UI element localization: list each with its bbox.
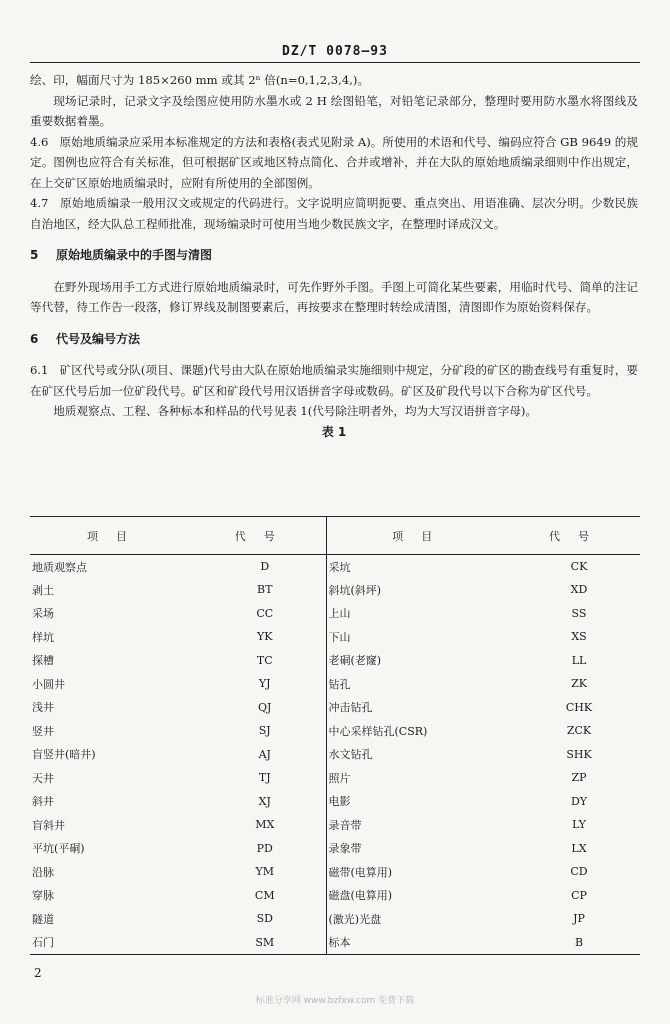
- cell-code-right: XS: [571, 630, 587, 644]
- clause-6-1: [30, 360, 638, 401]
- table-row: [30, 766, 640, 790]
- cell-item-left: 沿脉: [32, 865, 54, 879]
- cell-code-right: CK: [570, 560, 588, 573]
- table-title: 表 1: [321, 424, 347, 439]
- cell-item-right: 电影: [328, 795, 351, 809]
- cell-item-left: 隧道: [32, 912, 54, 926]
- clause-4-7: [30, 193, 638, 234]
- body-text: [30, 70, 638, 442]
- cell-item-right: 标本: [326, 931, 516, 955]
- cell-code-right: LY: [572, 818, 586, 832]
- cell-code-left: AJ: [202, 743, 326, 767]
- table-row: [30, 649, 640, 673]
- table-row: [30, 931, 640, 955]
- cell-item-right: 录音带: [328, 818, 362, 832]
- cell-item-left: 穿脉: [32, 889, 54, 903]
- cell-code-left: D: [202, 555, 326, 579]
- cell-code-right: XD: [570, 583, 588, 597]
- paragraph-field-recording: 现场记录时，记录文字及绘图应使用防水墨水或 2 H 绘图铅笔，对铅笔记录部分，整理时要用防水墨水将图线及重要数据着墨。: [30, 93, 638, 128]
- cell-item-left: 地质观察点: [32, 560, 87, 574]
- table-row: [30, 813, 640, 837]
- cell-code-left: MX: [202, 813, 326, 837]
- cell-code-right: ZK: [571, 677, 587, 691]
- clause-number: 6.1: [30, 363, 49, 377]
- cell-code-right: LX: [571, 841, 587, 855]
- cell-code-left: SJ: [202, 719, 326, 743]
- cell-item-right: 照片: [328, 771, 351, 785]
- cell-code-left: CC: [202, 602, 326, 626]
- header-item-right: 项目: [326, 517, 516, 555]
- header-code-right: 代号: [516, 517, 640, 555]
- cell-code-left: TC: [202, 649, 326, 673]
- cell-item-right: 钻孔: [328, 677, 351, 691]
- cell-code-left: CM: [202, 884, 326, 908]
- watermark: 标准分享网 www.bzfxw.com 免费下载: [255, 996, 415, 1006]
- section-number: 5: [30, 248, 39, 262]
- header-item-left: 项目: [30, 517, 202, 555]
- cell-code-right: LL: [571, 653, 587, 667]
- clause-number: 4.7: [30, 196, 49, 210]
- table-row: [30, 884, 640, 908]
- clause-number: 4.6: [30, 134, 49, 149]
- page-number: 2: [34, 966, 42, 980]
- clause-text: 原始地质编录应采用本标准规定的方法和表格(表式见附录 A)。所使用的术语和代号、编码应符合 GB 9649 的规定。图例也应符合有关标准，但可根据矿区或地区特点简化、合并或增补，并在大队的原始地质编录细则中作出规定，在上交矿区原始地质编录时，应附有所使用的全部图例。: [30, 134, 638, 190]
- cell-code-left: BT: [202, 578, 326, 602]
- paragraph-hand-drawing: 在野外现场用手工方式进行原始地质编录时，可先作野外手图。手图上可简化某些要素，用临时代号、简单的注记等代替，待工作告一段落，修订界线及制图要素后，再按要求在整理时转绘成清图，清图即作为原始资料保存。: [30, 279, 638, 314]
- cell-item-right: 斜坑(斜坪): [328, 583, 382, 597]
- cell-code-right: DY: [570, 794, 588, 808]
- cell-item-right: 下山: [328, 630, 351, 644]
- cell-code-right: JP: [573, 912, 585, 926]
- cell-item-right: 录象带: [328, 842, 362, 856]
- header-code-left: 代号: [202, 517, 326, 555]
- code-table: [30, 516, 640, 955]
- cell-item-right: 磁盘(电算用): [328, 889, 393, 903]
- table-row: [30, 672, 640, 696]
- cell-item-left: 样坑: [32, 630, 54, 644]
- table-row: [30, 719, 640, 743]
- clause-text: 原始地质编录一般用汉文或规定的代码进行。文字说明应简明扼要、重点突出、用语准确、层次分明。少数民族自治地区，经大队总工程师批准，现场编录时可使用当地少数民族文字，在整理时译成汉文。: [30, 196, 638, 231]
- section-title: 代号及编号方法: [56, 331, 141, 346]
- cell-code-right: CP: [571, 888, 587, 902]
- cell-item-right: 中心采样钻孔(CSR): [328, 724, 428, 738]
- table-row: [30, 860, 640, 884]
- cell-item-left: 斜井: [32, 795, 54, 809]
- cell-code-right: SHK: [566, 747, 592, 761]
- cell-code-left: SD: [202, 907, 326, 931]
- cell-item-left: 采场: [32, 607, 54, 621]
- cell-item-left: 剥土: [32, 583, 54, 597]
- section-title: 原始地质编录中的手图与清图: [56, 248, 213, 262]
- table-row: [30, 837, 640, 861]
- cell-item-right: 采坑: [328, 560, 351, 574]
- cell-code-left: PD: [202, 837, 326, 861]
- table-row: [30, 696, 640, 720]
- cell-code-right: CHK: [565, 700, 593, 714]
- cell-code-left: YK: [202, 625, 326, 649]
- cell-item-left: 探槽: [32, 654, 54, 668]
- cell-item-right: 冲击钻孔: [328, 701, 373, 715]
- cell-item-left: 盲竖井(暗井): [32, 748, 96, 762]
- header-rule: [30, 62, 640, 63]
- cell-item-left: 竖井: [32, 724, 54, 738]
- cell-item-left: 浅井: [32, 701, 54, 715]
- cell-code-right: CD: [570, 865, 588, 879]
- cell-item-right: 上山: [328, 607, 351, 621]
- cell-code-left: YM: [202, 860, 326, 884]
- table-row: [30, 625, 640, 649]
- table-row: [30, 907, 640, 931]
- clause-text: 矿区代号或分队(项目、课题)代号由大队在原始地质编录实施细则中规定，分矿段的矿区的勘查线号有重复时，要在矿区代号后加一位矿段代号。矿区和矿段代号用汉语拼音字母或数码。矿区及矿段代号以下合称为矿区代号。: [30, 363, 638, 398]
- cell-code-right: ZP: [571, 771, 587, 785]
- paragraph-table-intro: 地质观察点、工程、各种标本和样品的代号见表 1(代号除注明者外，均为大写汉语拼音字母)。: [53, 404, 538, 418]
- section-6-heading: [30, 329, 638, 350]
- clause-4-6: [30, 132, 638, 194]
- cell-item-right: (激光)光盘: [328, 912, 382, 926]
- cell-code-left: TJ: [202, 766, 326, 790]
- cell-code-left: YJ: [202, 672, 326, 696]
- cell-item-right: 水文钻孔: [328, 748, 373, 762]
- cell-item-left: 石门: [30, 931, 202, 955]
- cell-code-left: QJ: [202, 696, 326, 720]
- cell-item-right: 磁带(电算用): [328, 865, 393, 879]
- table-row: [30, 578, 640, 602]
- cell-code-right: ZCK: [566, 724, 592, 738]
- paragraph-continuation: 绘、印，幅面尺寸为 185×260 mm 或其 2ⁿ 倍(n=0,1,2,3,4,)。: [30, 73, 370, 87]
- cell-item-left: 小圆井: [32, 677, 65, 691]
- cell-code-right: B: [516, 931, 640, 955]
- table-row: [30, 743, 640, 767]
- cell-item-left: 平坑(平硐): [32, 842, 85, 856]
- cell-item-left: 天井: [32, 771, 54, 785]
- cell-item-left: 盲斜井: [32, 818, 65, 832]
- cell-code-left: SM: [202, 931, 326, 955]
- cell-item-right: 老硐(老窿): [328, 654, 382, 668]
- table-row: [30, 602, 640, 626]
- table-row: [30, 790, 640, 814]
- cell-code-left: XJ: [202, 790, 326, 814]
- cell-code-right: SS: [571, 606, 587, 620]
- section-number: 6: [30, 331, 39, 346]
- standard-code-header: DZ/T 0078—93: [282, 44, 388, 59]
- section-5-heading: [30, 245, 638, 266]
- table-header-row: [30, 517, 640, 555]
- table-row: [30, 555, 640, 579]
